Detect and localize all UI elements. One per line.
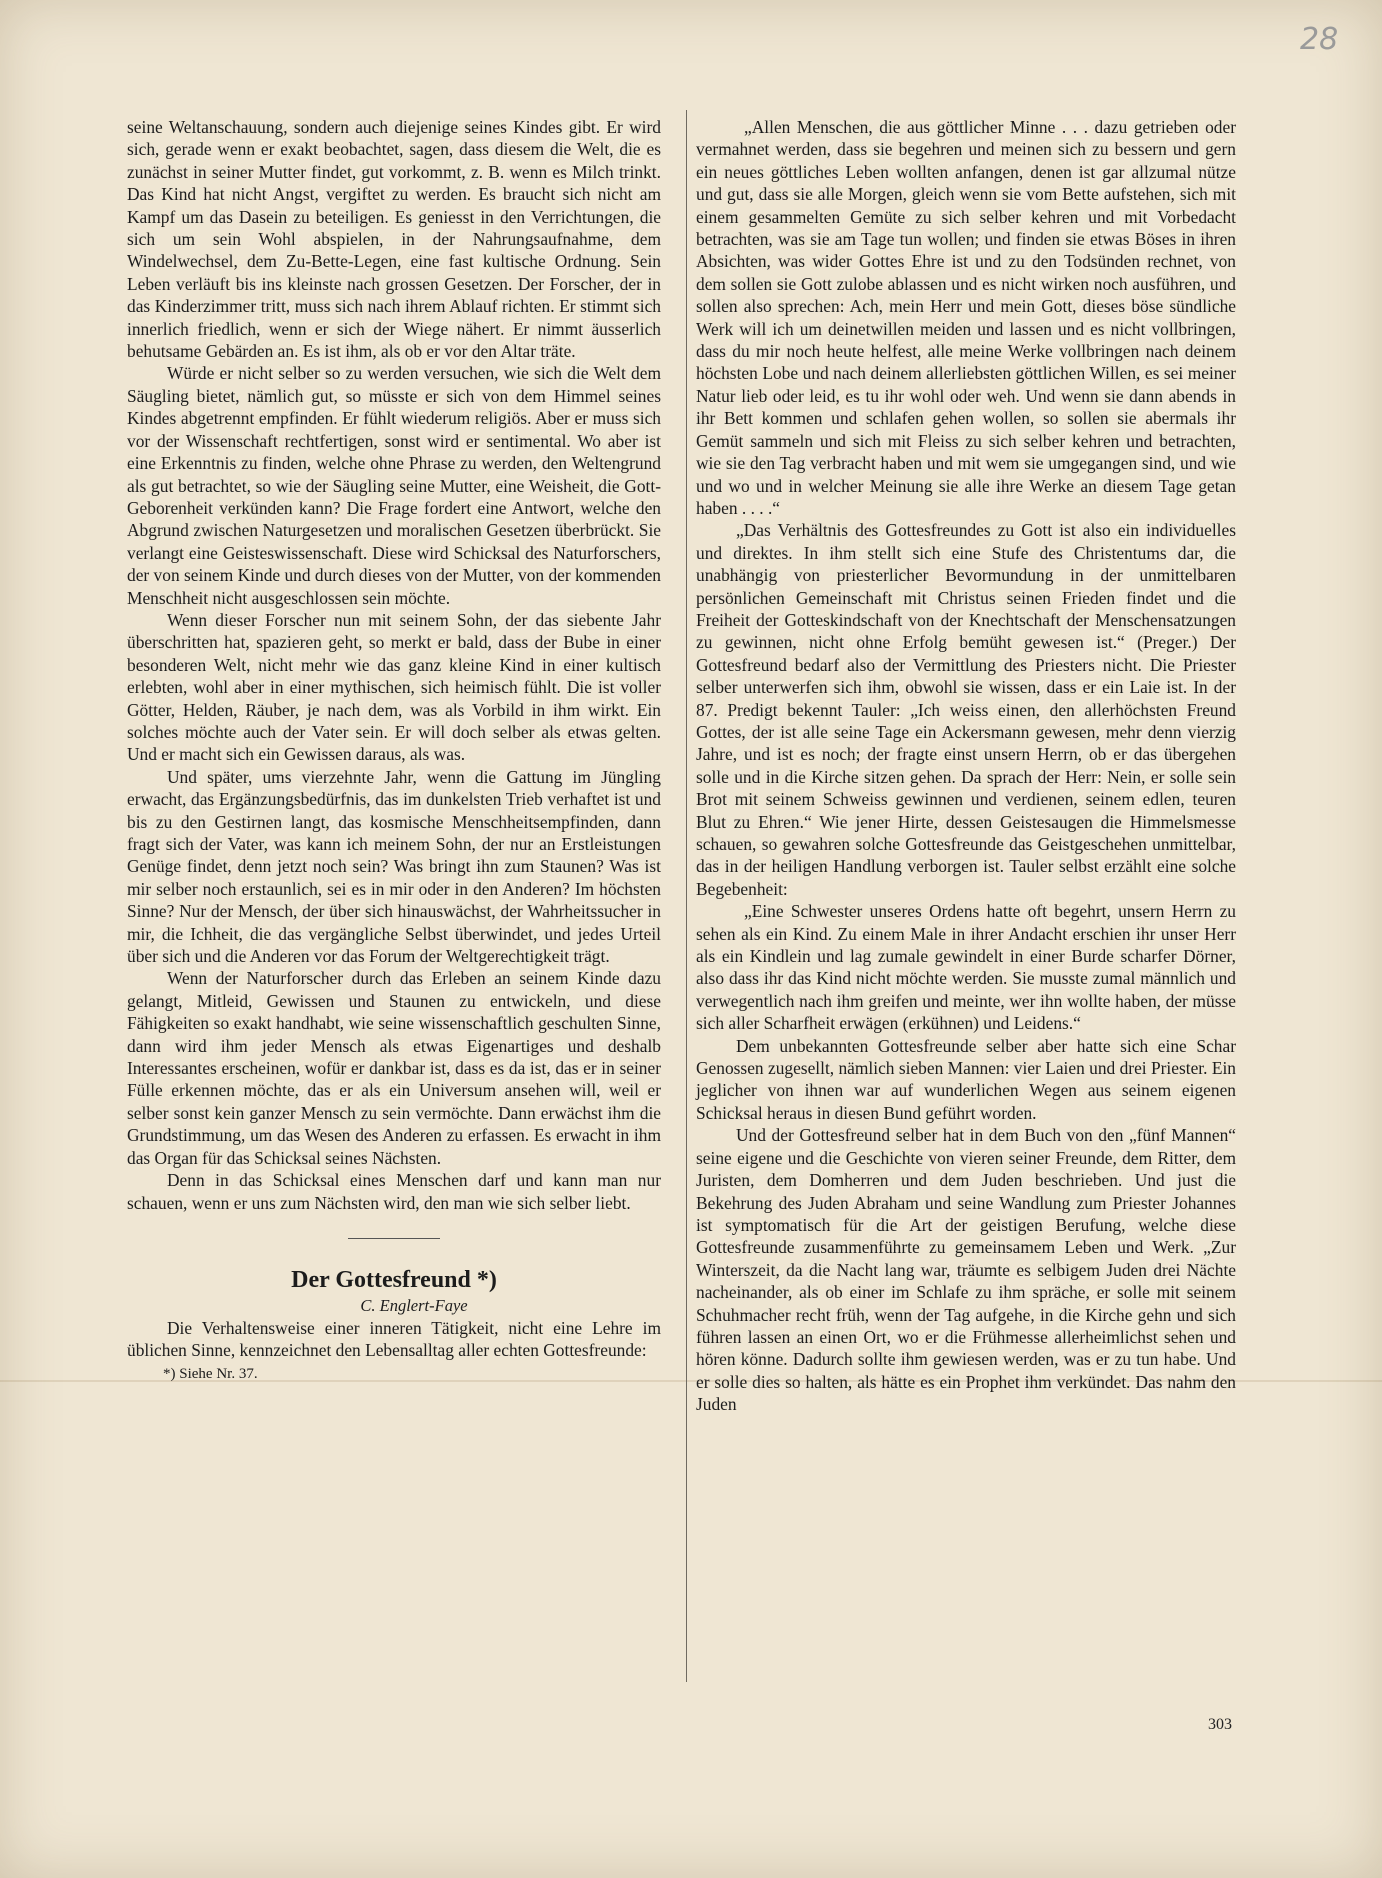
column-divider xyxy=(686,110,687,1682)
footnote: *) Siehe Nr. 37. xyxy=(163,1365,258,1382)
page-number: 303 xyxy=(1208,1716,1232,1733)
article-author: C. Englert-Faye xyxy=(360,1295,468,1315)
article-intro: Die Verhaltensweise einer inneren Tätigkeit, nicht eine Lehre im üblichen Sinne, kennzeichnet den Lebensalltag aller echten Gottesfreunde: xyxy=(127,1317,661,1361)
paragraph: „Allen Menschen, die aus göttlicher Minne . . . dazu getrieben oder vermahnet werden, dass sie begehren und meinen sich zu bessern und gern ein neues göttliches Leben wollten anfangen, denen ist gar allzumal nütze und gut, dass sie alle Morgen, gleich wenn sie vom Bette aufstehen, sich mit einem gesammelten Gemüte zu sich selber kehren und mit Vorbedacht betrachten, was sie am Tage tun wollen; und finden sie etwas Böses in ihren Absichten, was wider Gottes Ehre ist und zu den Todsünden rechnet, von dem sollen sie Gott zulobe ablassen und es nicht wirken noch ausführen, und sollen also sprechen: Ach, mein Herr und mein Gott, dieses böse sündliche Werk will ich um deinetwillen meiden und lassen und es nicht vollbringen, dass du mir noch heute helfest, alle meine Werke vollbringen nach deinem höchsten Lobe und nach deinem allerliebsten göttlichen Willen, es sei meiner Natur lieb oder leid, es tu ihr wohl oder weh. Und wenn sie dann abends in ihr Bett kommen und schlafen gehen wollen, so sollen sie abermals ihr Gemüt sammeln und sich mit Fleiss zu sich selber kehren und betrachten, wie sie den Tag verbracht haben und mit wem sie umgegangen sind, und wie und wo und in welcher Meinung sie alle ihre Werke an diesem Tage getan haben . . . .“ xyxy=(696,117,1236,518)
paragraph: Und der Gottesfreund selber hat in dem Buch von den „fünf Mannen“ seine eigene und die Geschichte von vieren seiner Freunde, dem Ritter, dem Juristen, dem Domherren und dem Juden beschrieben. Und just die Bekehrung des Juden Abraham und seine Wandlung zum Priester Johannes ist symptomatisch für die Art der geistigen Berufung, welche diese Gottesfreunde zusammenführte zu gemeinsamem Leben und Werk. „Zur Winterszeit, da die Nacht lang war, träumte es selbigem Juden drei Nächte nacheinander, als ob einer im Schlafe zu ihm spräche, er solle mit seinem Schuhmacher recht früh, wenn der Tag aufgehe, in die Kirche gehn und sich führen lassen an einen Ort, wo er die Frühmesse allerheimlichst sehen und hören könne. Dadurch sollte ihm gewiesen werden, was er zu tun habe. Und er solle dies so halten, als hätte es ein Prophet ihm verkündet. Das nahm den Juden xyxy=(696,1125,1236,1415)
paragraph: Wenn der Naturforscher durch das Erleben an seinem Kinde dazu gelangt, Mitleid, Gewissen und Staunen zu entwickeln, und diese Fähigkeiten so exakt handhabt, wie seine wissenschaftlich geschulten Sinne, dann wird ihm jeder Mensch als etwas Eigenartiges und deshalb Interessantes erscheinen, wofür er dankbar ist, dass es da ist, das er in seiner Fülle erkennen möchte, das er als ein Universum ansehen will, weil er selber sonst kein ganzer Mensch zu sein vermöchte. Dann erwächst ihm die Grundstimmung, um das Wesen des Anderen zu erfassen. Es erwacht in ihm das Organ für das Schicksal seines Nächsten. xyxy=(127,968,661,1168)
paragraph: „Eine Schwester unseres Ordens hatte oft begehrt, unsern Herrn zu sehen als ein Kind. Zu einem Male in ihrer Andacht erschien ihr unser Herr als ein Kindlein und lag zumale gewindelt in einer Burde scharfer Dörner, also dass ihr das Kind nicht möchte werden. Sie musste zumal männlich und verwegentlich nach ihm greifen und meinte, wer ihn wollte haben, der müsse sich aller Scharfheit erwägen (erkühnen) und Leidens.“ xyxy=(696,901,1236,1034)
paragraph: Dem unbekannten Gottesfreunde selber aber hatte sich eine Schar Genossen zugesellt, nämlich sieben Mannen: vier Laien und drei Priester. Ein jeglicher von ihnen war auf wunderlichen Wegen aus seinem eigenen Schicksal heraus in diesen Bund geführt worden. xyxy=(696,1035,1236,1123)
paragraph: Und später, ums vierzehnte Jahr, wenn die Gattung im Jüngling erwacht, das Ergänzungsbedürfnis, das im dunkelsten Trieb verhaftet ist und bis zu den Gestirnen langt, das kosmische Menschheitsempfinden, dann fragt sich der Vater, was kann ich meinem Sohn, der nur an Erstleistungen Genüge findet, denn jetzt noch sein? Was bringt ihn zum Staunen? Was ist mir selber noch erstaunlich, sei es in mir oder in den Anderen? Im höchsten Sinne? Nur der Mensch, der über sich hinauswächst, der Wahrheitssucher in mir, die Ichheit, die das vergängliche Selbst überwindet, und jedes Urteil über sich und die Anderen vor das Forum der Weltgerechtigkeit trägt. xyxy=(127,766,661,967)
paragraph: Wenn dieser Forscher nun mit seinem Sohn, der das siebente Jahr überschritten hat, spazieren geht, so merkt er bald, dass der Bube in einer besonderen Welt, nicht mehr wie das ganz kleine Kind in einer kultisch erlebten, wohl aber in einer mythischen, sich heimisch fühlt. Die ist voller Götter, Helden, Räuber, je nach dem, was als Vorbild in ihm wirkt. Ein solches möchte auch der Vater sein. Er will doch selber als etwas gelten. Und er macht sich ein Gewissen daraus, als was. xyxy=(127,609,661,765)
paragraph: Würde er nicht selber so zu werden versuchen, wie sich die Welt dem Säugling bietet, nämlich gut, so müsste er sich von dem Himmel seines Kindes abgetrennt empfinden. Er fühlt wiederum religiös. Aber er muss sich vor der Wissenschaft rechtfertigen, sonst wird er sentimental. Wo aber ist eine Erkenntnis zu finden, welche ohne Phrase zu werden, den Weltengrund als gut betrachtet, so wie der Säugling seine Mutter, eine Weisheit, die Gott-Geborenheit verkünden kann? Die Frage fordert eine Antwort, welche den Abgrund zwischen Naturgesetzen und moralischen Gesetzen überbrückt. Sie verlangt eine Geisteswissenschaft. Diese wird Schicksal des Naturforschers, der von seinem Kinde und durch dieses von der Mutter, von der kommenden Menschheit nicht ausgeschlossen sein möchte. xyxy=(127,363,661,608)
article-title: Der Gottesfreund *) xyxy=(291,1266,497,1293)
left-column xyxy=(127,116,661,1384)
right-column xyxy=(696,116,1236,1416)
paragraph: Denn in das Schicksal eines Menschen darf und kann man nur schauen, wenn er uns zum Nächsten wird, den man wie sich selber liebt. xyxy=(127,1170,661,1213)
paragraph: seine Weltanschauung, sondern auch diejenige seines Kindes gibt. Er wird sich, gerade wenn er exakt beobachtet, sagen, dass diesem die Welt, die es zunächst in seiner Mutter findet, gut vorkommt, z. B. wenn es Milch trinkt. Das Kind hat nicht Angst, vergiftet zu werden. Es braucht sich nicht am Kampf um das Dasein zu beteiligen. Es geniesst in den Verrichtungen, die sich um sein Wohl abspielen, in der Nahrungsaufnahme, dem Windelwechsel, dem Zu-Bette-Legen, eine fast kultische Ordnung. Sein Leben verläuft bis ins kleinste nach grossen Gesetzen. Der Forscher, der in das Kinderzimmer tritt, muss sich nach ihrem Ablauf richten. Er stimmt sich innerlich friedlich, wenn er sich der Wiege nähert. Er nimmt äusserlich behutsame Gebärden an. Es ist ihm, als ob er vor den Altar träte. xyxy=(127,117,661,362)
paragraph: „Das Verhältnis des Gottesfreundes zu Gott ist also ein individuelles und direktes. In ihm stellt sich eine Stufe des Christentums dar, die unabhängig von priesterlicher Bevormundung in der unmittelbaren persönlichen Gemeinschaft mit Christus seinen Frieden findet und die Freiheit der Gotteskindschaft von der Knechtschaft der Menschensatzungen zu gewinnen, nicht ohne Erfolg bemüht gewesen ist.“ (Preger.) Der Gottesfreund bedarf also der Vermittlung des Priesters nicht. Die Priester selber unterwerfen sich ihm, obwohl sie wissen, dass er ein Laie ist. In der 87. Predigt bekennt Tauler: „Ich weiss einen, den allerhöchsten Freund Gottes, der ist alle seine Tage ein Ackersmann gewesen, mehr denn vierzig Jahre, und ist es noch; der fragte einst unsern Herrn, ob er das übergehen solle und in die Kirche sitzen gehen. Da sprach der Herr: Nein, er solle sein Brot mit seinem Schweiss gewinnen und verdienen, seinem edlen, teuren Blut zu Ehren.“ Wie jener Hirte, dessen Geistesaugen die Himmelsmesse schauen, so gewahren solche Gottesfreunde das Geistgeschehen unmittelbar, das in der heiligen Handlung verborgen ist. Tauler selbst erzählt eine solche Begebenheit: xyxy=(696,520,1236,899)
archive-number-mark: 28 xyxy=(1300,22,1339,57)
section-separator xyxy=(348,1238,440,1239)
